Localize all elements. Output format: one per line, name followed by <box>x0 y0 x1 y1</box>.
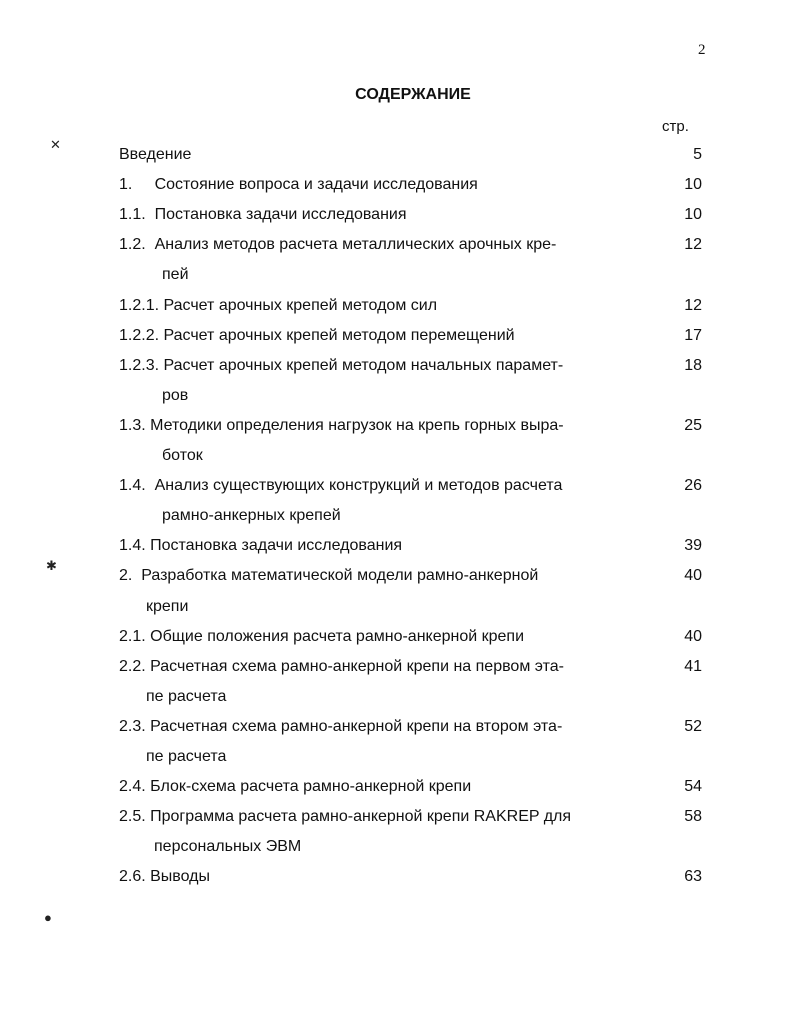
toc-entry-page: 40 <box>684 627 702 645</box>
toc-entry-page: 18 <box>684 356 702 374</box>
scan-mark-icon: ● <box>44 910 52 925</box>
toc-entry-title: 1.2.2. Расчет арочных крепей методом перемещений <box>119 326 515 344</box>
toc-entry-title: 1.1. Постановка задачи исследования <box>119 206 407 224</box>
toc-entry-page: 54 <box>684 778 702 796</box>
toc-entry-page: 25 <box>684 416 702 434</box>
toc-entry-title: 1.2.3. Расчет арочных крепей методом начальных парамет- <box>119 356 564 374</box>
toc-entry-page: 63 <box>684 868 702 886</box>
toc-entry-page: 17 <box>684 326 702 344</box>
toc-entry-page: 52 <box>684 717 702 735</box>
toc-entry-page: 58 <box>684 808 702 826</box>
toc-entry-title: 1.4. Постановка задачи исследования <box>119 537 403 555</box>
toc-entry-page: 5 <box>693 146 702 163</box>
toc-entry-page: 10 <box>684 176 702 194</box>
toc-entry-continuation: персональных ЭВМ <box>154 838 302 856</box>
toc-entry-title: 1.2. Анализ методов расчета металлических арочных кре- <box>119 236 557 254</box>
toc-entry-continuation: пей <box>162 266 189 284</box>
toc-entry-title: 1. Состояние вопроса и задачи исследования <box>119 176 478 194</box>
toc-entry-title: 2.4. Блок-схема расчета рамно-анкерной крепи <box>119 778 472 796</box>
page-number: 2 <box>698 42 706 58</box>
toc-entry-title: 1.4. Анализ существующих конструкций и методов расчета <box>119 477 563 495</box>
toc-entry-continuation: рамно-анкерных крепей <box>162 507 341 525</box>
toc-entry-title: 2. Разработка математической модели рамно-анкерной <box>119 567 539 585</box>
page-column-header: стр. <box>662 118 689 135</box>
toc-entry-page: 40 <box>684 567 702 585</box>
scan-mark-icon: ✕ <box>50 137 61 152</box>
toc-entry-continuation: боток <box>162 447 203 464</box>
scan-mark-icon: ✱ <box>46 558 57 573</box>
toc-entry-title: 2.2. Расчетная схема рамно-анкерной крепи на первом эта- <box>119 657 564 675</box>
toc-entry-page: 26 <box>684 477 702 495</box>
toc-entry-page: 12 <box>684 236 702 254</box>
toc-entry-continuation: ров <box>162 386 189 404</box>
toc-entry-title: 1.2.1. Расчет арочных крепей методом сил <box>119 296 438 314</box>
toc-entry-continuation: крепи <box>146 597 189 615</box>
toc-entry-title: 2.3. Расчетная схема рамно-анкерной крепи на втором эта- <box>119 717 563 735</box>
page-title: СОДЕРЖАНИЕ <box>355 86 471 103</box>
toc-entry-page: 12 <box>684 296 702 314</box>
toc-entry-title: 2.1. Общие положения расчета рамно-анкерной крепи <box>119 627 525 645</box>
toc-entry-continuation: пе расчета <box>146 687 227 705</box>
toc-entry-title: 2.6. Выводы <box>119 868 211 886</box>
toc-entry-page: 39 <box>684 537 702 555</box>
toc-entry-title: Введение <box>119 146 192 163</box>
toc-entry-title: 1.3. Методики определения нагрузок на крепь горных выра- <box>119 416 564 434</box>
toc-entry-page: 41 <box>684 657 702 675</box>
toc-entry-page: 10 <box>684 206 702 224</box>
toc-entry-continuation: пе расчета <box>146 748 227 765</box>
toc-entry-title: 2.5. Программа расчета рамно-анкерной крепи RAKREP для <box>119 808 572 826</box>
